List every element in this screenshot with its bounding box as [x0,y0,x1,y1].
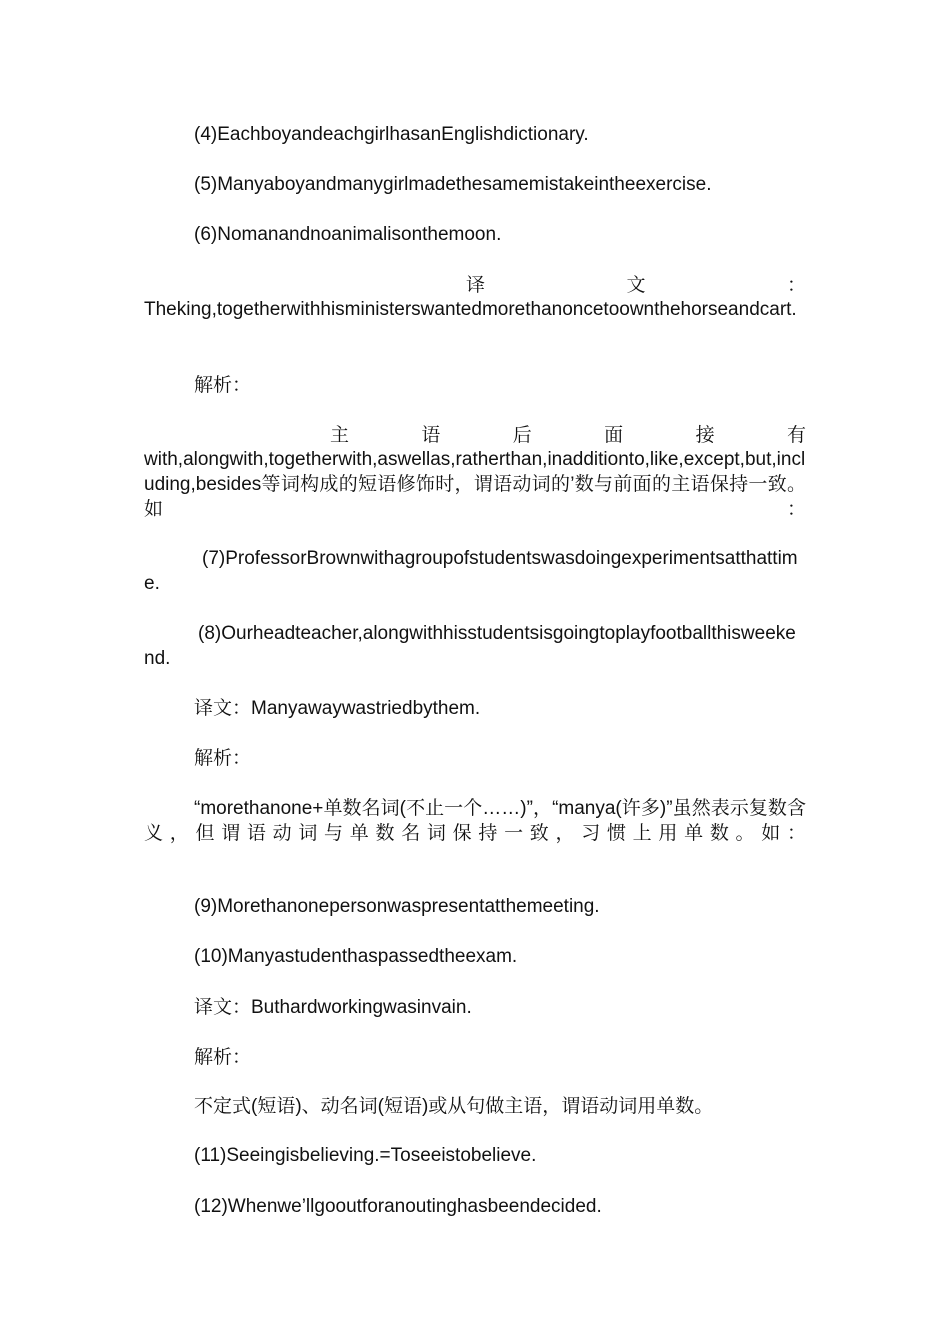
analysis-label-1: 解析： [194,375,252,396]
spread-char: 面 [604,425,624,446]
example-sentence-7: (7)ProfessorBrownwithagroupofstudentswasdoingexperimentsatthattime. [144,548,798,594]
spread-char: 接 [695,425,715,446]
spread-char: ： [786,275,806,296]
analysis-rule-text-3: 不定式(短语)、动名词(短语)或从句做主语，谓语动词用单数。 [194,1096,714,1117]
translation-text-3: 译文：Buthardworkingwasinvain. [194,997,472,1018]
example-sentence-5: (5)Manyaboyandmanygirlmadethesamemistakeintheexercise. [194,174,712,195]
example-sentence-6: (6)Nomanandnoanimalisonthemoon. [194,224,502,245]
spread-char: 语 [421,425,441,446]
analysis-rule-lead-1 [144,423,806,448]
spread-char: 主 [330,425,350,446]
translation-heading-1 [144,273,806,298]
example-sentence-12: (12)Whenwe’llgooutforanoutinghasbeendecided. [194,1196,602,1217]
analysis-rule-heading-1 [144,423,806,448]
spread-char: 有 [786,425,806,446]
translation-text-2: 译文：Manyawaywastriedbythem. [194,698,481,719]
spread-char: 译 [466,275,486,296]
translation-label-1 [144,273,806,298]
example-sentence-11: (11)Seeingisbelieving.=Toseeistobelieve. [194,1145,537,1166]
analysis-rule-text-2: “morethanone+单数名词(不止一个……)”，“manya(许多)”虽然表示复数含义，但谓语动词与单数名词保持一致，习惯上用单数。如： [144,798,806,844]
analysis-label-2: 解析： [194,748,252,769]
analysis-rule-text-1: with,alongwith,togetherwith,aswellas,ratherthan,inadditionto,like,except,but,including,besides等词构成的短语修饰时，谓语动词的’数与前面的主语保持一致。如： [144,449,806,520]
spread-char: 文 [626,275,646,296]
example-sentence-8: (8)Ourheadteacher,alongwithhisstudentsisgoingtoplayfootballthisweekend. [144,623,796,669]
analysis-label-3: 解析： [194,1047,252,1068]
spread-char: 后 [512,425,532,446]
example-sentence-9: (9)Morethanonepersonwaspresentatthemeeting. [194,896,600,917]
example-sentence-4: (4)EachboyandeachgirlhasanEnglishdictionary. [194,124,589,145]
example-sentence-10: (10)Manyastudenthaspassedtheexam. [194,946,518,967]
translation-text-1: Theking,togetherwithhisministerswantedmorethanoncetoownthehorseandcart. [144,299,797,320]
